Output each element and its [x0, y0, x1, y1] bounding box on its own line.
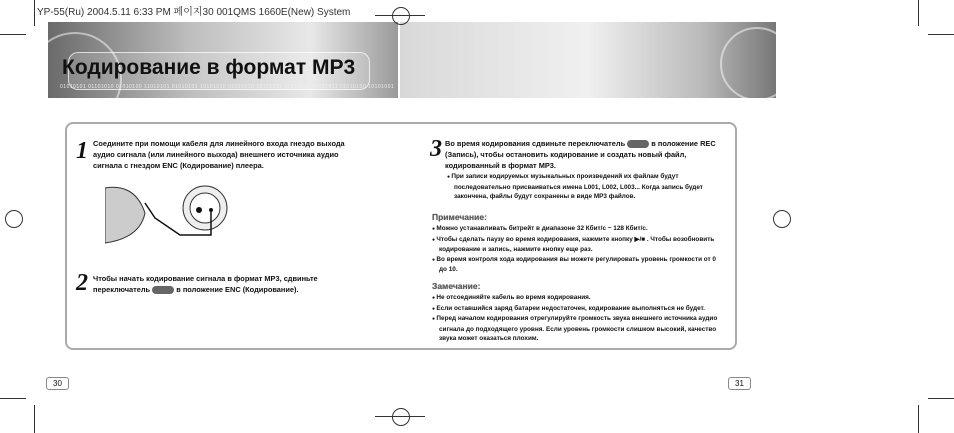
step-3-text	[445, 138, 730, 171]
step-2-text	[93, 273, 363, 295]
crop-mark	[0, 34, 26, 35]
notes-list	[432, 224, 722, 275]
notes-heading: Примечание:	[432, 212, 487, 222]
cautions-heading: Замечание:	[432, 281, 481, 291]
step-number-3: 3	[430, 136, 442, 162]
step-2-text-a: Чтобы начать кодирование сигнала в формат MP3, сдвиньте переключатель	[93, 274, 318, 294]
registration-mark-icon	[392, 7, 410, 25]
page-title: Кодирование в формат MP3	[62, 56, 356, 79]
crop-mark	[918, 405, 919, 433]
list-item: ● Можно устанавливать битрейт в диапазоне 32 Кбит/с ~ 128 Кбит/с.	[432, 224, 722, 235]
crop-mark	[928, 34, 954, 35]
crop-mark	[375, 416, 425, 417]
step-number-1: 1	[76, 138, 88, 164]
list-item: ● Во время контроля хода кодирования вы можете регулировать уровень громкости от 0 до 10.	[432, 255, 722, 275]
list-item: ● Перед началом кодирования отрегулируйте громкость звука внешнего источника аудио сигнала до подходящего уровня. Если уровень громкости слишком высокий, качество звука может оказаться плохим.	[432, 314, 727, 344]
list-item: ● Не отсоединяйте кабель во время кодирования.	[432, 293, 727, 304]
hold-switch-icon	[627, 140, 649, 148]
header-banner-right	[400, 22, 776, 98]
registration-mark-icon	[773, 210, 791, 228]
crop-mark	[34, 0, 35, 26]
step-number-2: 2	[76, 270, 88, 296]
cautions-list	[432, 293, 727, 344]
list-item: ● Если оставшийся заряд батареи недостаточен, кодирование выполняться не будет.	[432, 304, 727, 315]
crop-mark	[34, 405, 35, 433]
step-3-text-a: Во время кодирования сдвиньте переключатель	[445, 139, 626, 148]
binary-strip: 01010101 01101010 01010100 11010101 01010101 10101010 01010010 10101011 01010101 00101011 01010100 10101001	[60, 84, 395, 90]
crop-mark	[0, 398, 26, 399]
step-2-text-b: в положение ENC (Кодирование).	[176, 285, 299, 294]
list-item: ● При записи кодируемых музыкальных произведений их файлам будут последовательно присваиваться имена L001, L002, L003... Когда запись будет закончена, файлы будут сохранены в виде MP3 файлов.	[447, 172, 727, 202]
page-number-right: 31	[728, 377, 751, 390]
step-1-text: Соедините при помощи кабеля для линейного входа гнездо выхода аудио сигнала (или линейного выхода) внешнего источника аудио сигнала с гнездом ENC (Кодирование) плеера.	[93, 139, 345, 170]
registration-mark-icon	[392, 408, 410, 426]
print-slug: YP-55(Ru) 2004.5.11 6:33 PM 페이지30 001QMS 1660E(New) System	[37, 7, 351, 18]
crop-mark	[928, 398, 954, 399]
list-item: ● Чтобы сделать паузу во время кодирования, нажмите кнопку ▶/■ . Чтобы возобновить кодирование и запись, нажмите кнопку еще раз.	[432, 235, 722, 255]
step-3-text-b: в положение REC (Запись), чтобы остановить кодирование и создать новый файл, кодированный в формат MP3.	[445, 139, 716, 170]
page-number-left: 30	[46, 377, 69, 390]
crop-mark	[918, 0, 919, 26]
step-3-bullet	[447, 172, 727, 202]
crop-mark	[375, 15, 425, 16]
registration-mark-icon	[5, 210, 23, 228]
hold-switch-icon	[152, 286, 174, 294]
connection-illustration	[105, 183, 245, 248]
